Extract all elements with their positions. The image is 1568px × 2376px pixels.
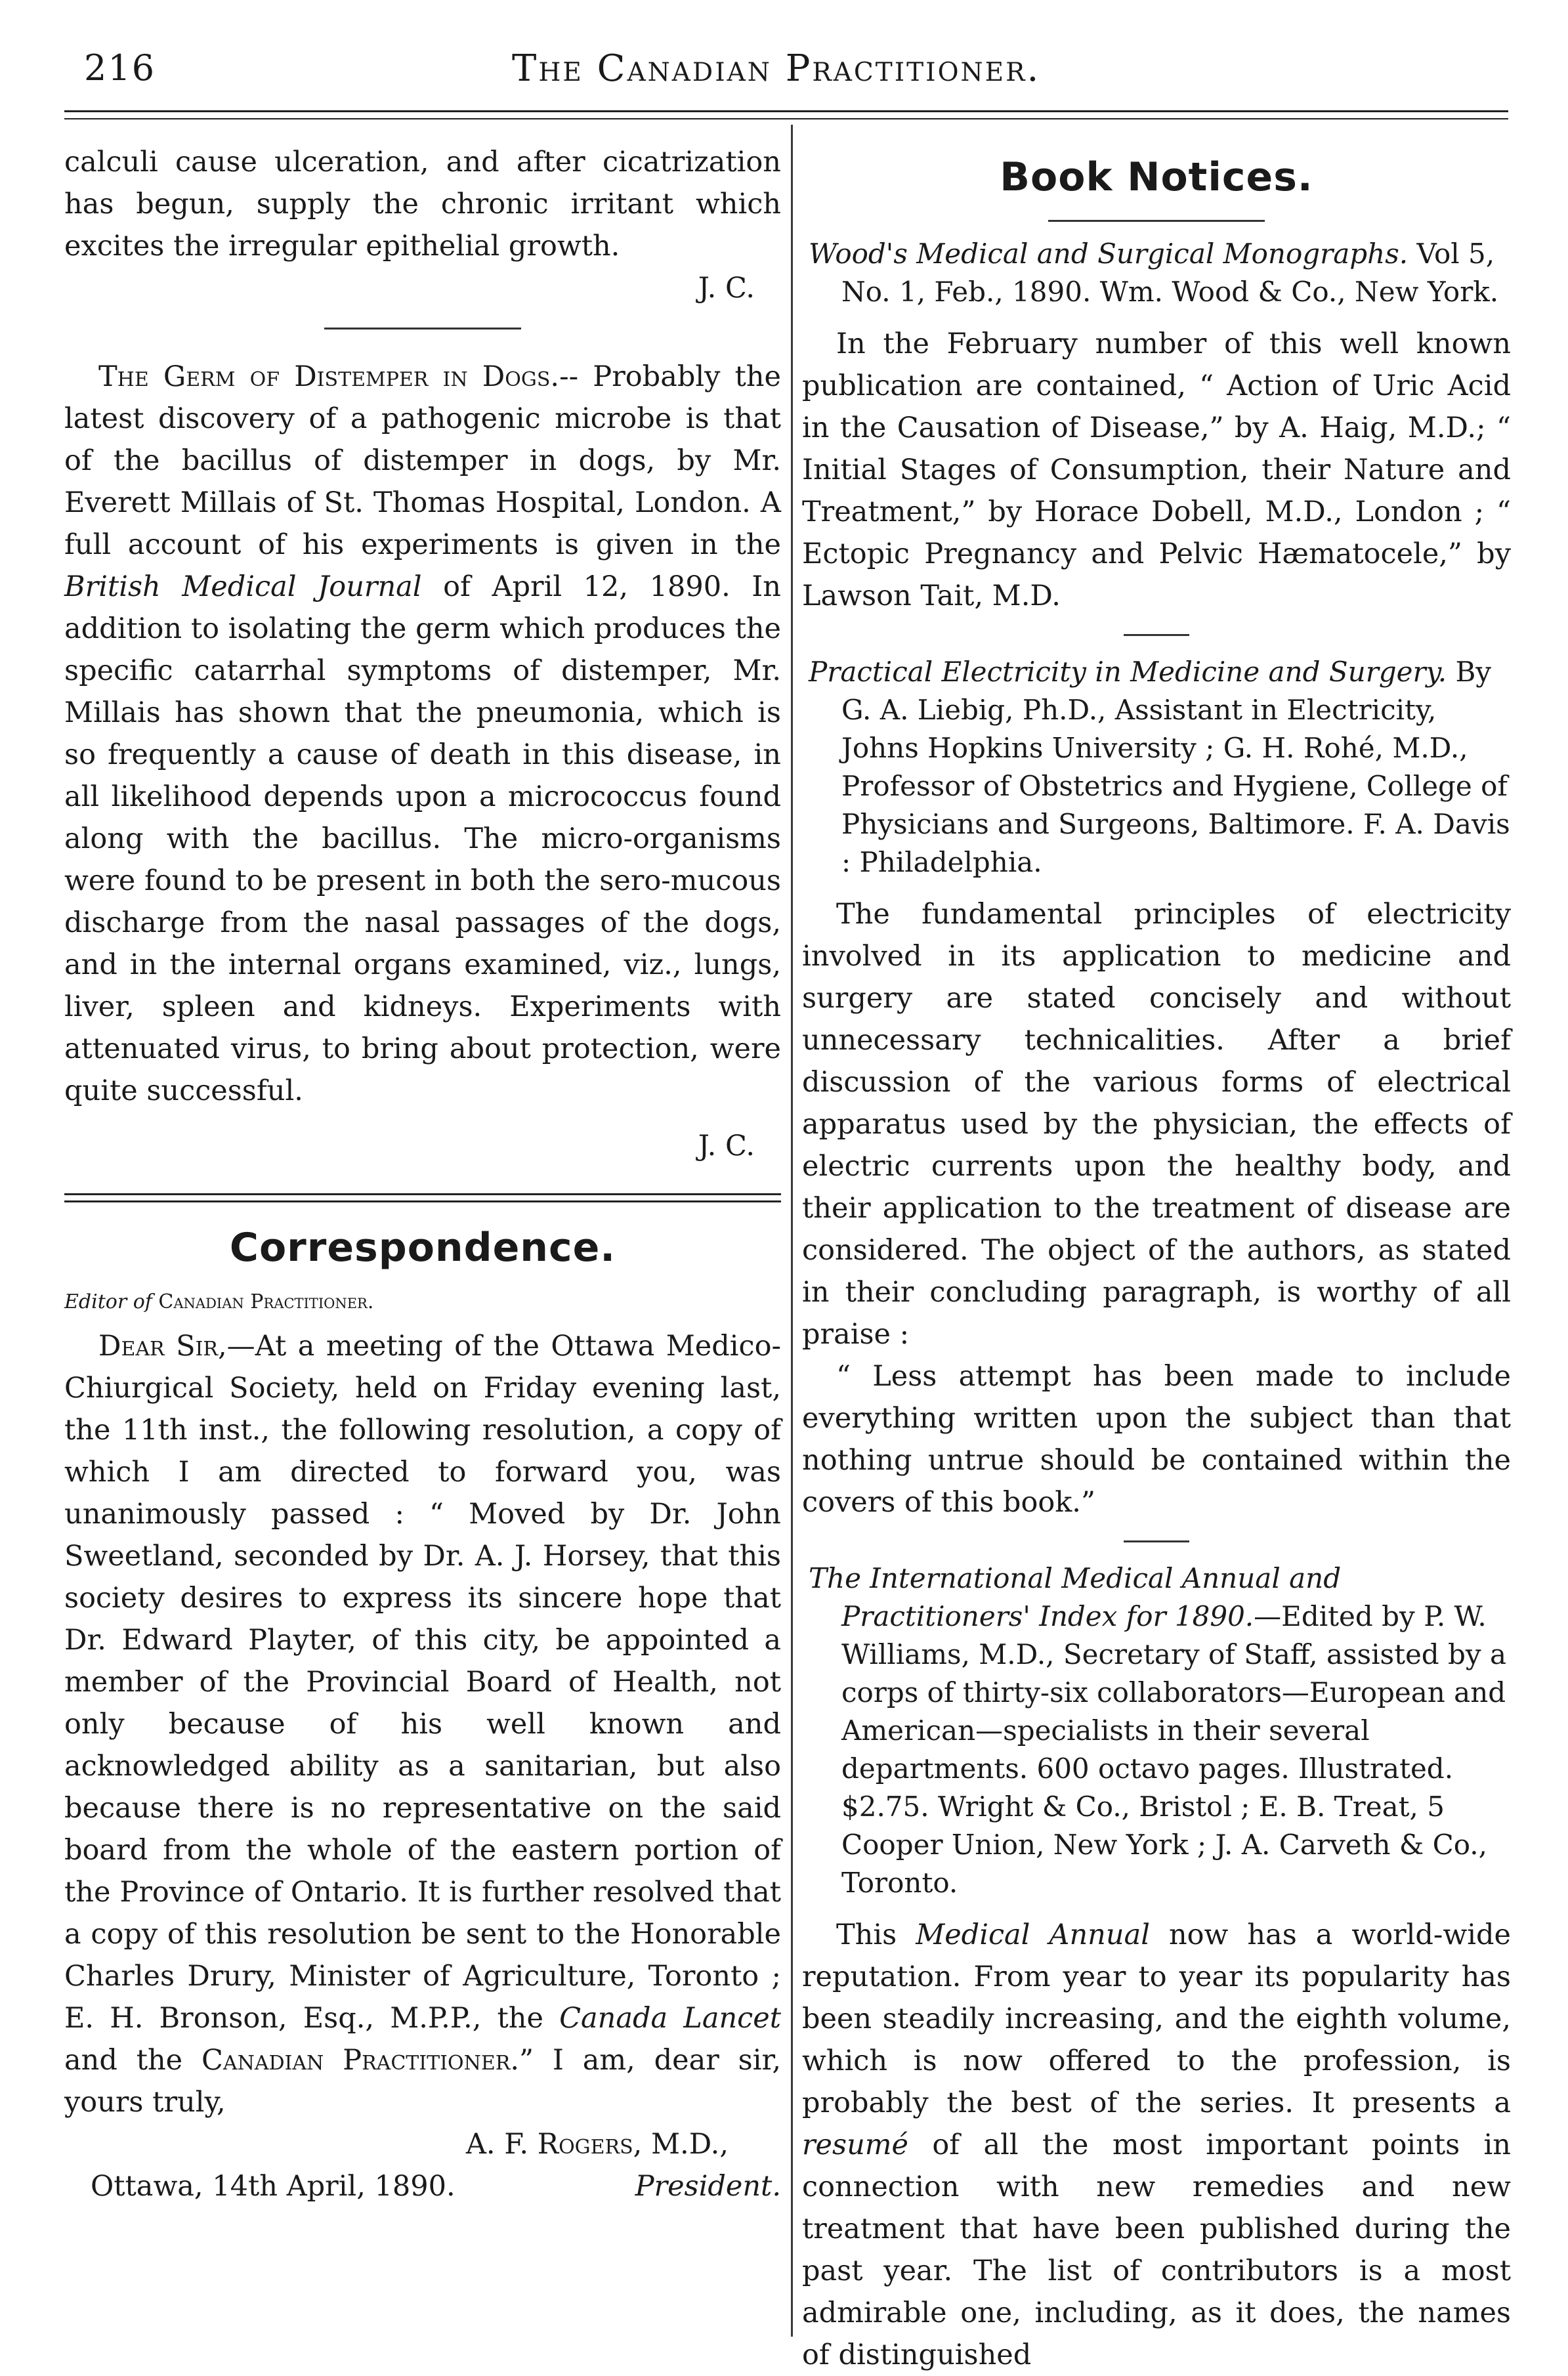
- letter-practitioner: Canadian Practitioner.: [201, 2044, 520, 2077]
- wood-details: Vol 5, No. 1, Feb., 1890. Wm. Wood & Co., New York.: [841, 238, 1499, 308]
- right-column: [802, 141, 1511, 2376]
- book-notices-heading: Book Notices.: [1000, 154, 1313, 200]
- distemper-article: [64, 356, 781, 1112]
- electricity-notice-title: [802, 653, 1511, 881]
- editor-of: Editor of: [64, 1290, 152, 1313]
- left-column: [64, 141, 781, 2207]
- letter-body: [64, 1325, 781, 2123]
- header-rule-bottom: [64, 118, 1508, 119]
- annual-text-1: This: [836, 1919, 916, 1951]
- letter-text-1: —At a meeting of the Ottawa Medico-Chiurgical Society, held on Friday evening last, the 11th inst., the following resolution, a copy of which I am directed to forward you, was unanimously passed : “ Moved by Dr. John Sweetland, seconded by Dr. A. J. Horsey, that this society desires to express its sincere hope that Dr. Edward Playter, of this city, be appointed a member of the Provincial Board of Health, not only because of his well known and acknowledged ability as a sanitarian, but also because there is no representative on the said board from the whole of the eastern portion of the Province of Ontario. It is further resolved that a copy of this resolution be sent to the Honorable Charles Drury, Minister of Agriculture, Toronto ; E. H. Bronson, Esq., M.P.P., the: [64, 1330, 781, 2035]
- header-rule-top: [64, 110, 1508, 112]
- distemper-dash: --: [559, 360, 579, 393]
- letter-text-2: and the: [64, 2044, 201, 2077]
- electricity-details: By G. A. Liebig, Ph.D., Assistant in Electricity, Johns Hopkins University ; G. H. Rohé, M.D., Professor of Obstetrics and Hygiene, College of Physicians and Surgeons, Baltimore. F. A. Davis : Philadelphia.: [841, 656, 1510, 878]
- running-title: The Canadian Practitioner.: [512, 47, 1041, 90]
- electricity-title: Practical Electricity in Medicine and Surgery.: [809, 656, 1447, 688]
- annual-medical-annual: Medical Annual: [916, 1919, 1150, 1951]
- wood-title: Wood's Medical and Surgical Monographs.: [809, 238, 1409, 270]
- distemper-title: The Germ of Distemper in Dogs.: [98, 360, 560, 393]
- correspondence-heading: Correspondence.: [229, 1225, 616, 1271]
- editor-journal: Canadian Practitioner.: [158, 1290, 374, 1313]
- annual-details: —Edited by P. W. Williams, M.D., Secretary of Staff, assisted by a corps of thirty-six collaborators—European and American—specialists in their several departments. 600 octavo pages. Illustrated. $2.75. Wright & Co., Bristol ; E. B. Treat, 5 Cooper Union, New York ; J. A. Carveth & Co., Toronto.: [841, 1600, 1507, 1899]
- calculi-paragraph: calculi cause ulceration, and after cicatrization has begun, supply the chronic irritant which excites the irregular epithelial growth.: [64, 146, 781, 263]
- short-rule: [1124, 1540, 1189, 1542]
- signature-jc-2: J. C.: [698, 1130, 755, 1162]
- annual-notice-title: [802, 1559, 1511, 1902]
- letter-place-date: Ottawa, 14th April, 1890.: [91, 2170, 456, 2203]
- distemper-text-2: of April 12, 1890. In addition to isolating the germ which produces the specific catarrhal symptoms of distemper, Mr. Millais has shown that the pneumonia, which is so frequently a cause of death in this disease, in all likelihood depends upon a micrococcus found along with the bacillus. The micro-organisms were found to be present in both the sero-mucous discharge from the nasal passages of the dogs, and in the internal organs examined, viz., lungs, liver, spleen and kidneys. Experiments with attenuated virus, to bring about protection, were quite successful.: [64, 570, 781, 1107]
- wood-notice-title: [802, 235, 1511, 311]
- wood-notice-body: In the February number of this well known publication are contained, “ Action of Uric Acid in the Causation of Disease,” by A. Haig, M.D.; “ Initial Stages of Consumption, their Nature and Treatment,” by Horace Dobell, M.D., London ; “ Ectopic Pregnancy and Pelvic Hæmatocele,” by Lawson Tait, M.D.: [802, 328, 1511, 612]
- distemper-text-1: Probably the latest discovery of a pathogenic microbe is that of the bacillus of distemper in dogs, by Mr. Everett Millais of St. Thomas Hospital, London. A full account of his experiments is given in the: [64, 360, 781, 561]
- annual-text-3: of all the most important points in connection with new remedies and new treatment that have been published during the past year. The list of contributors is a most admirable one, including, as it does, the names of distinguished: [802, 2129, 1511, 2371]
- page-number: 216: [84, 47, 156, 89]
- letter-canada-lancet: Canada Lancet: [559, 2002, 781, 2035]
- letter-salutation: Dear Sir,: [98, 1330, 227, 1363]
- letter-role: President.: [635, 2170, 781, 2203]
- annual-title: The International Medical Annual and Practitioners' Index for 1890.: [809, 1562, 1342, 1632]
- column-divider: [791, 125, 793, 2337]
- electricity-notice-body: The fundamental principles of electricity involved in its application to medicine and surgery are stated concisely and without unnecessary technicalities. After a brief discussion of the various forms of electrical apparatus used by the physician, the effects of electric currents upon the healthy body, and their application to the treatment of disease are considered. The object of the authors, as stated in their concluding paragraph, is worthy of all praise :: [802, 898, 1511, 1351]
- annual-resume: resumé: [802, 2129, 908, 2161]
- short-rule: [324, 328, 521, 329]
- heading-rule: [1048, 220, 1265, 222]
- annual-text-2: now has a world-wide reputation. From year to year its popularity has been steadily increasing, and the eighth volume, which is now offered to the profession, is probably the best of the series. It presents a: [802, 1919, 1511, 2119]
- annual-notice-body: [802, 1914, 1511, 2376]
- electricity-quote: “ Less attempt has been made to include everything written upon the subject than that nothing untrue should be contained within the covers of this book.”: [802, 1360, 1511, 1519]
- editor-line: [64, 1290, 781, 1313]
- signature-jc-1: J. C.: [698, 272, 755, 305]
- letter-signoff: [64, 2165, 781, 2207]
- short-rule: [1124, 634, 1189, 636]
- distemper-journal-name: British Medical Journal: [64, 570, 422, 603]
- letter-text-3: ” I am, dear sir, yours truly,: [64, 2044, 781, 2119]
- letter-signer: A. F. Rogers, M.D.,: [465, 2128, 729, 2161]
- section-double-rule: [64, 1193, 781, 1202]
